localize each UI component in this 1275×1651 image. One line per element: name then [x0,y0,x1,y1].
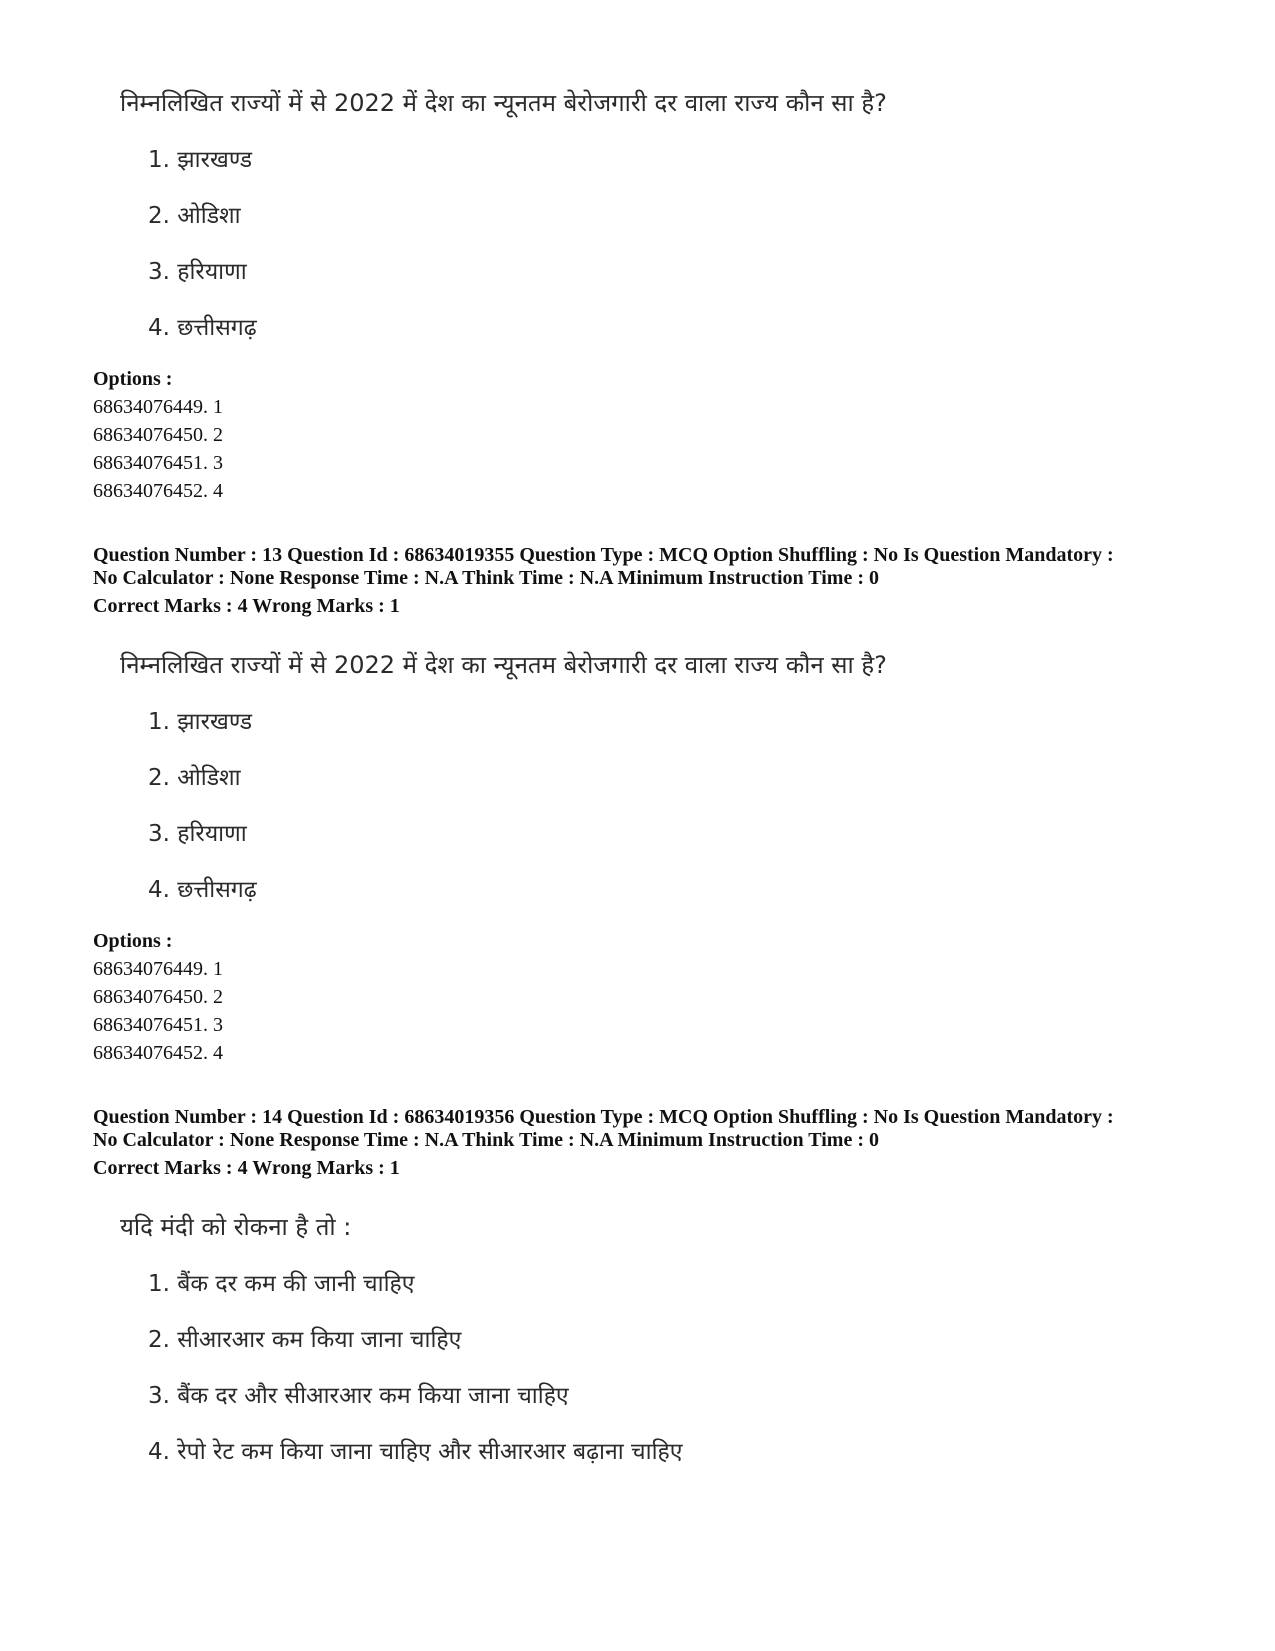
question-meta-line-1: Question Number : 14 Question Id : 68634019356 Question Type : MCQ Option Shuffling : No Is Question Mandatory : [93,1106,1114,1128]
option-line-3: 68634076451. 3 [93,1014,223,1036]
question-text: निम्नलिखित राज्यों में से 2022 में देश का न्यूनतम बेरोजगारी दर वाला राज्य कौन सा है? [120,651,887,679]
question-meta-line-2: No Calculator : None Response Time : N.A Think Time : N.A Minimum Instruction Time : 0 [93,567,879,589]
choice-4: 4. रेपो रेट कम किया जाना चाहिए और सीआरआर बढ़ाना चाहिए [148,1439,683,1465]
choice-3: 3. हरियाणा [148,821,247,847]
question-text: निम्नलिखित राज्यों में से 2022 में देश का न्यूनतम बेरोजगारी दर वाला राज्य कौन सा है? [120,89,887,117]
question-text: यदि मंदी को रोकना है तो : [120,1213,352,1241]
option-line-3: 68634076451. 3 [93,452,223,474]
option-line-1: 68634076449. 1 [93,396,223,418]
choice-2: 2. सीआरआर कम किया जाना चाहिए [148,1327,462,1353]
question-meta-line-2: No Calculator : None Response Time : N.A Think Time : N.A Minimum Instruction Time : 0 [93,1129,879,1151]
choice-3: 3. हरियाणा [148,259,247,285]
option-line-4: 68634076452. 4 [93,480,223,502]
option-line-1: 68634076449. 1 [93,958,223,980]
options-label: Options : [93,368,173,390]
option-line-2: 68634076450. 2 [93,986,223,1008]
choice-1: 1. झारखण्ड [148,709,253,735]
options-label: Options : [93,930,173,952]
choice-2: 2. ओडिशा [148,203,241,229]
marks-line: Correct Marks : 4 Wrong Marks : 1 [93,595,400,617]
option-line-4: 68634076452. 4 [93,1042,223,1064]
choice-3: 3. बैंक दर और सीआरआर कम किया जाना चाहिए [148,1383,569,1409]
choice-4: 4. छत्तीसगढ़ [148,877,257,903]
choice-1: 1. बैंक दर कम की जानी चाहिए [148,1271,415,1297]
choice-4: 4. छत्तीसगढ़ [148,315,257,341]
marks-line: Correct Marks : 4 Wrong Marks : 1 [93,1157,400,1179]
choice-2: 2. ओडिशा [148,765,241,791]
choice-1: 1. झारखण्ड [148,147,253,173]
question-meta-line-1: Question Number : 13 Question Id : 68634019355 Question Type : MCQ Option Shuffling : No Is Question Mandatory : [93,544,1114,566]
option-line-2: 68634076450. 2 [93,424,223,446]
